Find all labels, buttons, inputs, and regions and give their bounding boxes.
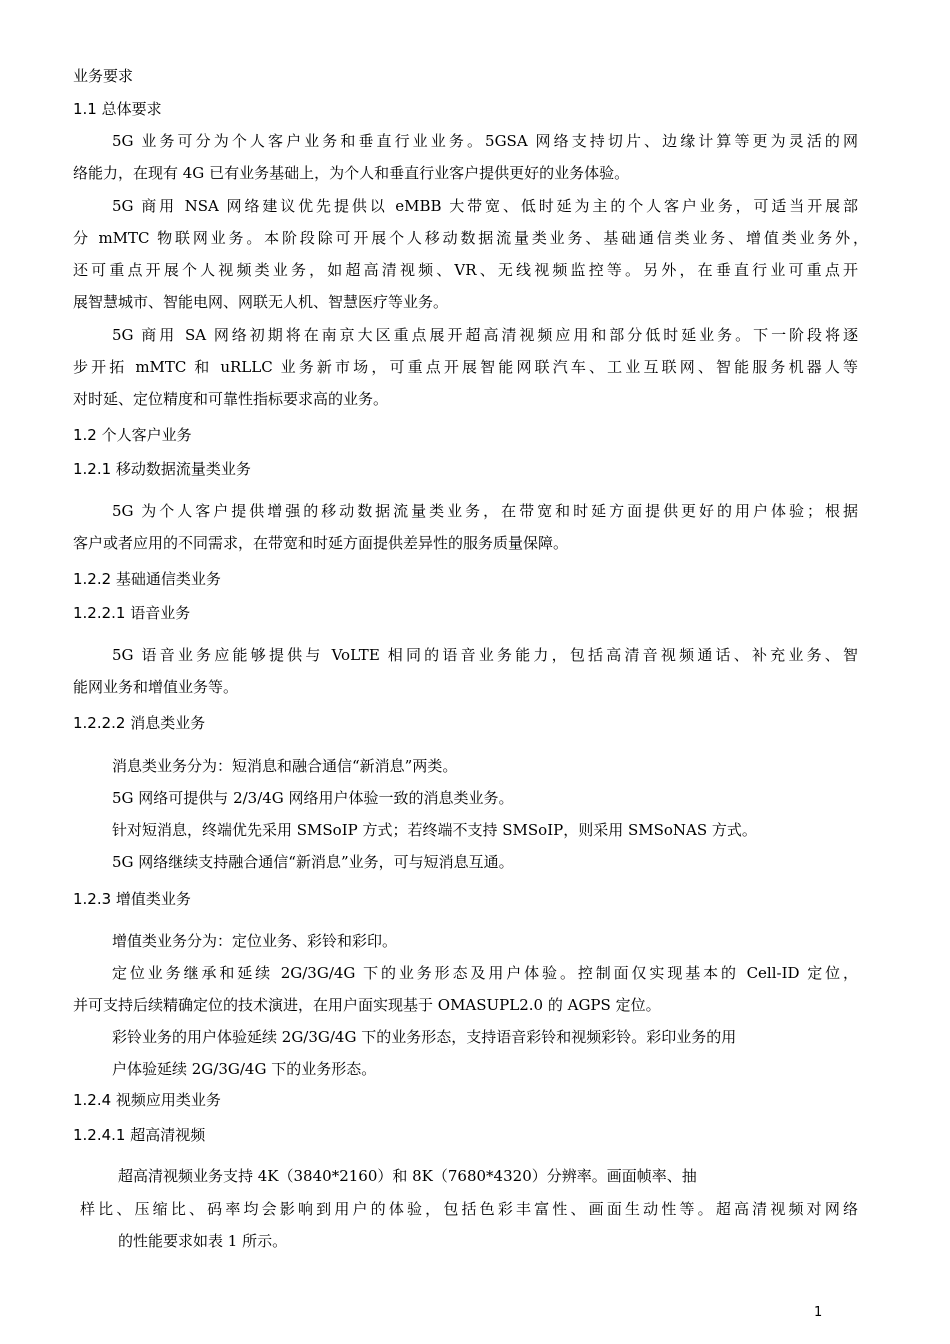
paragraph-line: 5G 业务可分为个人客户业务和垂直行业业务。5GSA 网络支持切片、边缘计算等更为灵活的网 bbox=[112, 132, 858, 150]
heading-1-2: 1.2 个人客户业务 bbox=[73, 426, 192, 444]
heading-1-2-3: 1.2.3 增值类业务 bbox=[73, 890, 191, 908]
heading-1-2-2-2: 1.2.2.2 消息类业务 bbox=[73, 714, 206, 732]
paragraph-line: 增值类业务分为：定位业务、彩铃和彩印。 bbox=[112, 932, 398, 950]
paragraph-line: 能网业务和增值业务等。 bbox=[73, 678, 239, 696]
page-number: 1 bbox=[814, 1305, 823, 1320]
paragraph-line: 的性能要求如表 1 所示。 bbox=[118, 1232, 288, 1250]
paragraph-line: 5G 为个人客户提供增强的移动数据流量类业务，在带宽和时延方面提供更好的用户体验；根据 bbox=[112, 502, 858, 520]
paragraph-line: 5G 商用 SA 网络初期将在南京大区重点展开超高清视频应用和部分低时延业务。下一阶段将逐 bbox=[112, 326, 858, 344]
paragraph-line: 超高清视频业务支持 4K（3840*2160）和 8K（7680*4320）分辨率。画面帧率、抽 bbox=[118, 1167, 697, 1185]
paragraph-line: 定位业务继承和延续 2G/3G/4G 下的业务形态及用户体验。控制面仅实现基本的 Cell-ID 定位， bbox=[112, 964, 858, 982]
heading-business-requirements: 业务要求 bbox=[73, 67, 134, 85]
paragraph-line: 5G 网络继续支持融合通信“新消息”业务，可与短消息互通。 bbox=[112, 853, 514, 871]
heading-1-1: 1.1 总体要求 bbox=[73, 100, 162, 118]
paragraph-line: 5G 网络可提供与 2/3/4G 网络用户体验一致的消息类业务。 bbox=[112, 789, 514, 807]
paragraph-line: 5G 语音业务应能够提供与 VoLTE 相同的语音业务能力，包括高清音视频通话、补充业务、智 bbox=[112, 646, 858, 664]
paragraph-line: 针对短消息，终端优先采用 SMSoIP 方式；若终端不支持 SMSoIP，则采用 SMSoNAS 方式。 bbox=[112, 821, 757, 839]
paragraph-line: 对时延、定位精度和可靠性指标要求高的业务。 bbox=[73, 390, 389, 408]
paragraph-line: 还可重点开展个人视频类业务，如超高清视频、VR、无线视频监控等。另外，在垂直行业可重点开 bbox=[73, 261, 858, 279]
paragraph-line: 分 mMTC 物联网业务。本阶段除可开展个人移动数据流量类业务、基础通信类业务、增值类业务外， bbox=[73, 229, 868, 247]
paragraph-line: 消息类业务分为：短消息和融合通信“新消息”两类。 bbox=[112, 757, 458, 775]
heading-1-2-2-1: 1.2.2.1 语音业务 bbox=[73, 604, 191, 622]
heading-1-2-1: 1.2.1 移动数据流量类业务 bbox=[73, 460, 251, 478]
paragraph-line: 并可支持后续精确定位的技术演进，在用户面实现基于 OMASUPL2.0 的 AGPS 定位。 bbox=[73, 996, 661, 1014]
heading-1-2-2: 1.2.2 基础通信类业务 bbox=[73, 570, 221, 588]
heading-1-2-4-1: 1.2.4.1 超高清视频 bbox=[73, 1126, 206, 1144]
heading-1-2-4: 1.2.4 视频应用类业务 bbox=[73, 1091, 221, 1109]
paragraph-line: 络能力，在现有 4G 已有业务基础上，为个人和垂直行业客户提供更好的业务体验。 bbox=[73, 164, 630, 182]
paragraph-line: 样比、压缩比、码率均会影响到用户的体验，包括色彩丰富性、画面生动性等。超高清视频对网络 bbox=[80, 1200, 858, 1218]
paragraph-line: 彩铃业务的用户体验延续 2G/3G/4G 下的业务形态，支持语音彩铃和视频彩铃。彩印业务的用 bbox=[112, 1028, 737, 1046]
paragraph-line: 步开拓 mMTC 和 uRLLC 业务新市场，可重点开展智能网联汽车、工业互联网、智能服务机器人等 bbox=[73, 358, 858, 376]
paragraph-line: 户体验延续 2G/3G/4G 下的业务形态。 bbox=[112, 1060, 377, 1078]
paragraph-line: 5G 商用 NSA 网络建议优先提供以 eMBB 大带宽、低时延为主的个人客户业务，可适当开展部 bbox=[112, 197, 858, 215]
paragraph-line: 展智慧城市、智能电网、网联无人机、智慧医疗等业务。 bbox=[73, 293, 449, 311]
paragraph-line: 客户或者应用的不同需求，在带宽和时延方面提供差异性的服务质量保障。 bbox=[73, 534, 569, 552]
